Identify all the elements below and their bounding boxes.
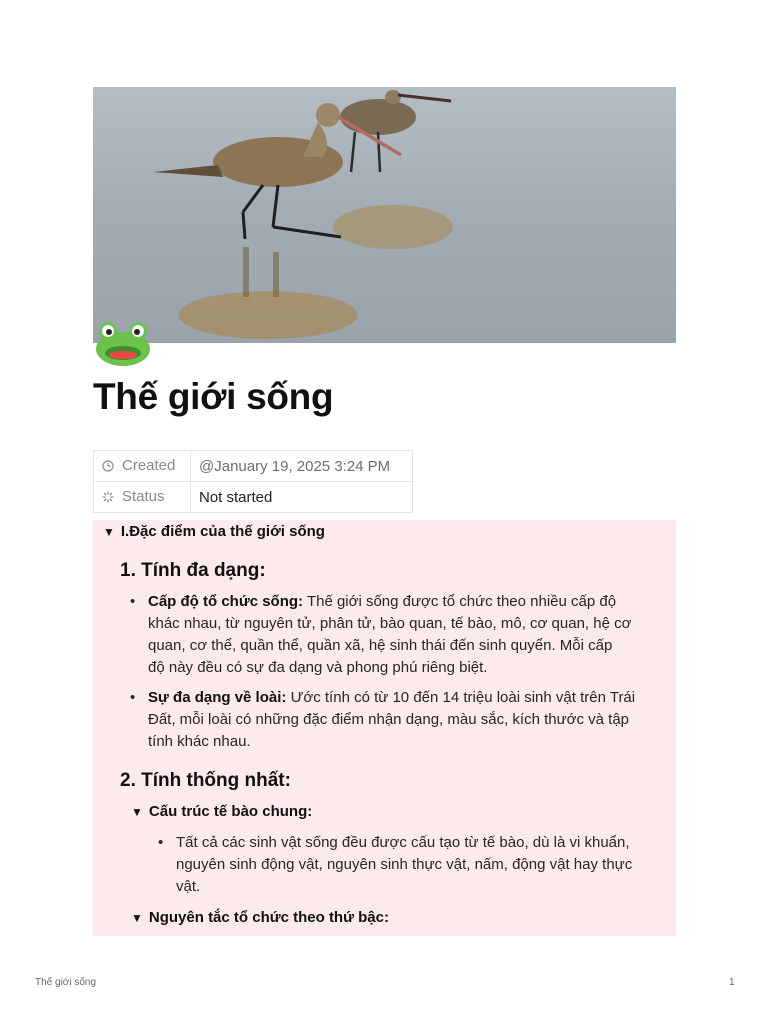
page-title: Thế giới sống (93, 376, 334, 417)
shorebirds-photo (93, 87, 676, 343)
sub-toggle-title: Nguyên tắc tổ chức theo thứ bậc: (148, 909, 389, 926)
bullet-text: Tất cả các sinh vật sống đều được cấu tạo từ tế bào, dù là vi khuẩn, (176, 834, 630, 851)
list-item (130, 687, 676, 753)
cover-image (93, 87, 676, 343)
toggle-title: I.Đặc điểm của thế giới sống (120, 523, 325, 540)
toggle-header[interactable] (103, 523, 325, 540)
bullet-text: nguyên sinh động vật, nguyên sinh thực vật, nấm, động vật hay thực (176, 856, 633, 873)
property-key[interactable] (94, 451, 191, 482)
property-value-status[interactable]: Not started (191, 482, 413, 513)
bullet-text: Đất, mỗi loài có những đặc điểm nhận dạng, màu sắc, kích thước và tập (148, 711, 630, 728)
property-value-created[interactable]: @January 19, 2025 3:24 PM (191, 451, 413, 482)
bullet-icon: • (130, 689, 136, 706)
sub-toggle-header[interactable] (131, 803, 312, 820)
sub-toggle-header[interactable] (131, 909, 389, 926)
property-key-label: Created (122, 456, 176, 474)
section-heading: 2. Tính thống nhất: (120, 770, 291, 791)
bullet-text: Ước tính có từ 10 đến 14 triệu loài sinh vật trên Trái (290, 689, 636, 706)
list-item (158, 832, 676, 898)
triangle-down-icon[interactable]: ▼ (103, 525, 115, 539)
bullet-bold: Cấp độ tổ chức sống: (148, 593, 304, 610)
property-row (94, 482, 413, 513)
loading-spinner-icon (102, 490, 116, 507)
footer-title: Thế giới sống (35, 977, 97, 988)
clock-icon (102, 459, 116, 476)
bullet-text: độ này đều có sự đa dạng và phong phú riêng biệt. (148, 659, 488, 676)
sub-toggle-title: Cấu trúc tế bào chung: (148, 803, 313, 820)
property-key-label: Status (122, 487, 165, 505)
triangle-down-icon[interactable]: ▼ (131, 805, 143, 819)
property-row (94, 451, 413, 482)
list-item (130, 591, 676, 679)
bullet-icon: • (158, 834, 164, 851)
triangle-down-icon[interactable]: ▼ (131, 911, 143, 925)
bullet-text: quan, cơ thể, quần thể, quần xã, hệ sinh thái đến sinh quyển. Mỗi cấp (148, 637, 613, 654)
bullet-icon: • (130, 593, 136, 610)
bullet-text: vật. (176, 878, 201, 895)
section-heading: 1. Tính đa dạng: (120, 560, 266, 581)
frog-icon[interactable] (94, 321, 152, 367)
bullet-bold: Sự đa dạng về loài: (148, 689, 287, 706)
bullet-text: Thế giới sống được tổ chức theo nhiều cấp độ (306, 593, 617, 610)
bullet-text: tính khác nhau. (148, 733, 251, 750)
properties-table (93, 450, 413, 513)
toggle-block (93, 520, 676, 936)
page-number: 1 (729, 977, 735, 988)
property-key[interactable] (94, 482, 191, 513)
bullet-text: khác nhau, từ nguyên tử, phân tử, bào quan, tế bào, mô, cơ quan, hệ cơ (148, 615, 632, 632)
